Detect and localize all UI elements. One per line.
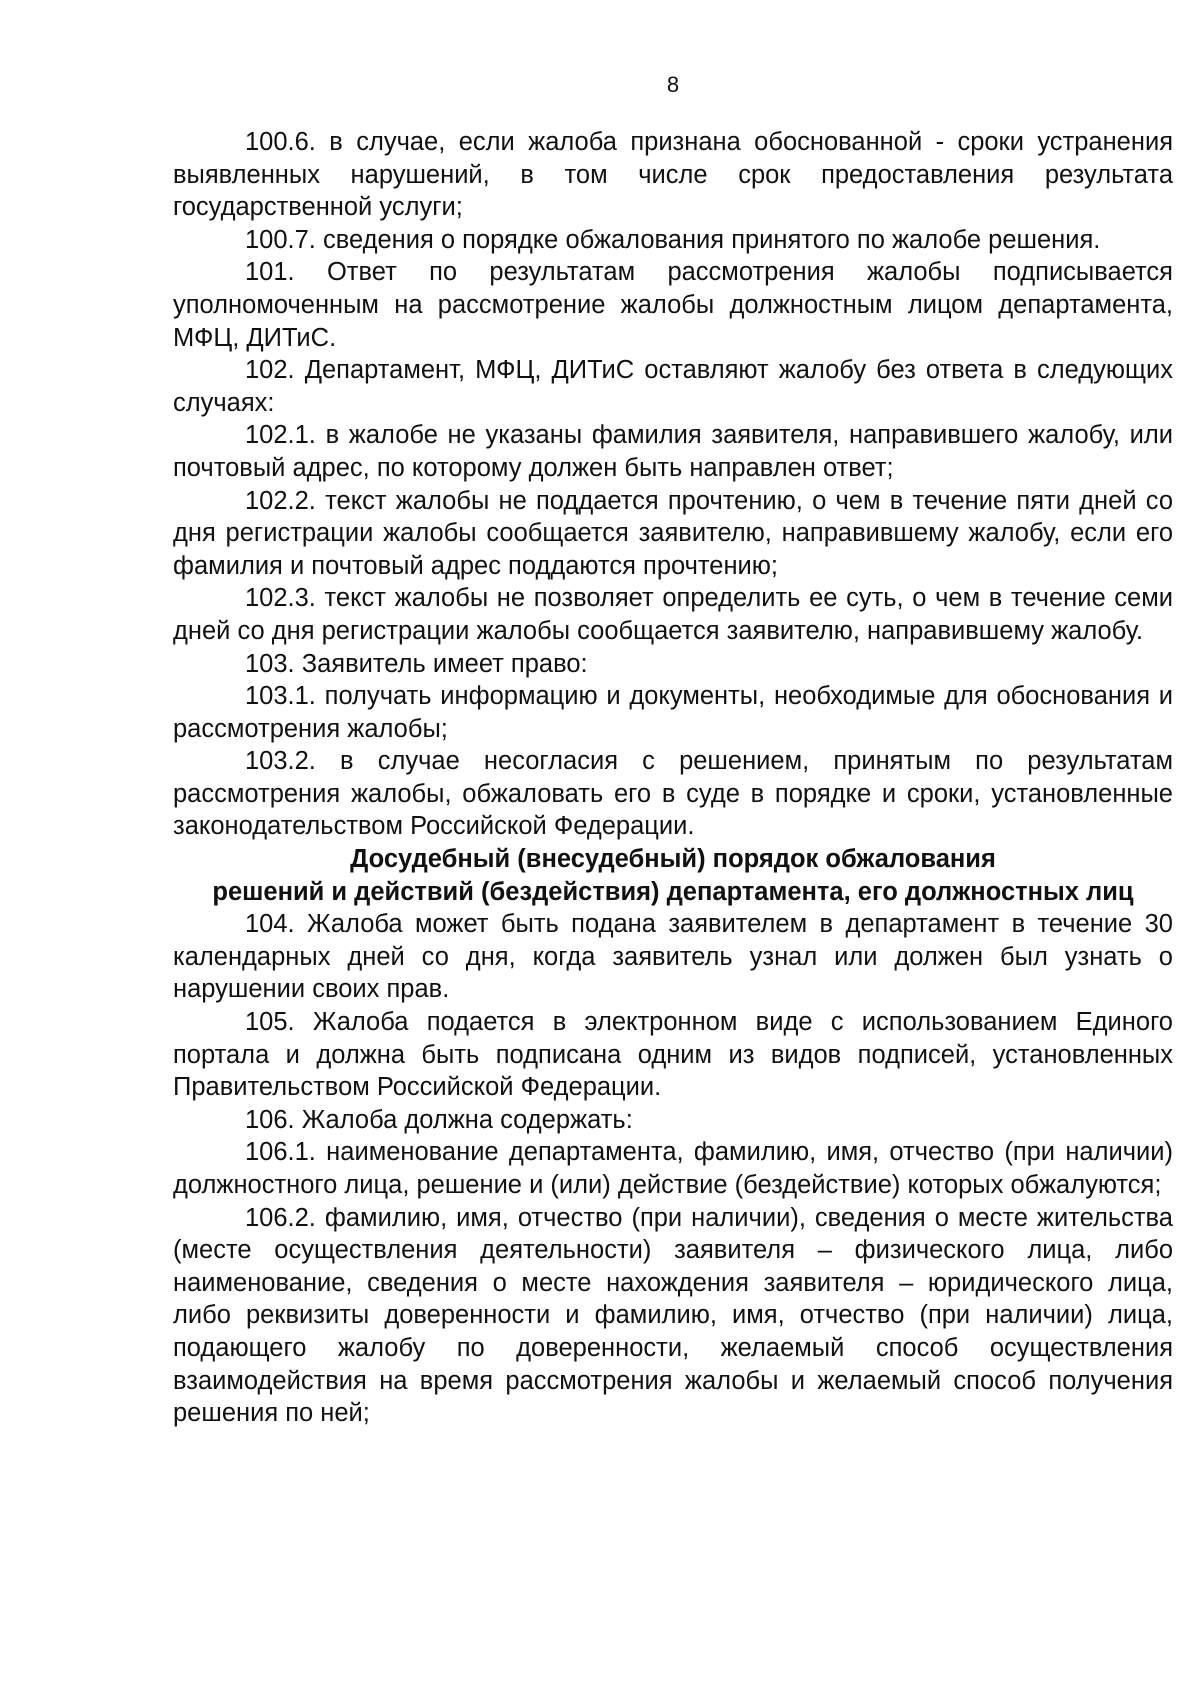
paragraph-106-1: 106.1. наименование департамента, фамилию, имя, отчество (при наличии) должностного лица, решение и (или) действие (бездействие) которых обжалуются; — [173, 1138, 1173, 1199]
paragraph-100-7: 100.7. сведения о порядке обжалования принятого по жалобе решения. — [245, 225, 1101, 254]
paragraph-100-6: 100.6. в случае, если жалоба признана обоснованной - сроки устранения выявленных нарушений, в том числе срок предоставления результата государственной услуги; — [173, 128, 1173, 222]
paragraph-106: 106. Жалоба должна содержать: — [245, 1105, 633, 1134]
section-heading — [173, 843, 1173, 908]
section-heading-line-2: решений и действий (бездействия) департамента, его должностных лиц — [212, 877, 1134, 906]
paragraph-106-2: 106.2. фамилию, имя, отчество (при наличии), сведения о месте жительства (месте осуществления деятельности) заявителя – физического лица, либо наименование, сведения о месте нахождения заявителя – юридического лица, либо реквизиты доверенности и фамилию, имя, отчество (при наличии) лица, подающего жалобу по доверенности, желаемый способ осуществления взаимодействия на время рассмотрения жалобы и желаемый способ получения решения по ней; — [173, 1203, 1173, 1428]
paragraph-101: 101. Ответ по результатам рассмотрения жалобы подписывается уполномоченным на рассмотрение жалобы должностным лицом департамента, МФЦ, ДИТиС. — [173, 258, 1173, 352]
document-page — [173, 60, 1173, 1430]
section-heading-line-1: Досудебный (внесудебный) порядок обжалования — [350, 845, 996, 874]
page-number: 8 — [666, 72, 680, 97]
paragraph-104: 104. Жалоба может быть подана заявителем в департамент в течение 30 календарных дней со дня, когда заявитель узнал или должен был узнать о нарушении своих прав. — [173, 910, 1173, 1004]
paragraph-102-2: 102.2. текст жалобы не поддается прочтению, о чем в течение пяти дней со дня регистрации жалобы сообщается заявителю, направившему жалобу, если его фамилия и почтовый адрес поддаются прочтению; — [173, 486, 1173, 580]
paragraph-103: 103. Заявитель имеет право: — [245, 649, 588, 678]
paragraph-102-3: 102.3. текст жалобы не позволяет определить ее суть, о чем в течение семи дней со дня регистрации жалобы сообщается заявителю, направившему жалобу. — [173, 584, 1173, 645]
paragraph-102-1: 102.1. в жалобе не указаны фамилия заявителя, направившего жалобу, или почтовый адрес, по которому должен быть направлен ответ; — [173, 421, 1173, 482]
paragraph-102: 102. Департамент, МФЦ, ДИТиС оставляют жалобу без ответа в следующих случаях: — [173, 356, 1173, 417]
paragraph-103-1: 103.1. получать информацию и документы, необходимые для обоснования и рассмотрения жалобы; — [173, 682, 1173, 743]
paragraph-105: 105. Жалоба подается в электронном виде с использованием Единого портала и должна быть подписана одним из видов подписей, установленных Правительством Российской Федерации. — [173, 1008, 1173, 1102]
paragraph-103-2: 103.2. в случае несогласия с решением, принятым по результатам рассмотрения жалобы, обжаловать его в суде в порядке и сроки, установленные законодательством Российской Федерации. — [173, 747, 1173, 841]
